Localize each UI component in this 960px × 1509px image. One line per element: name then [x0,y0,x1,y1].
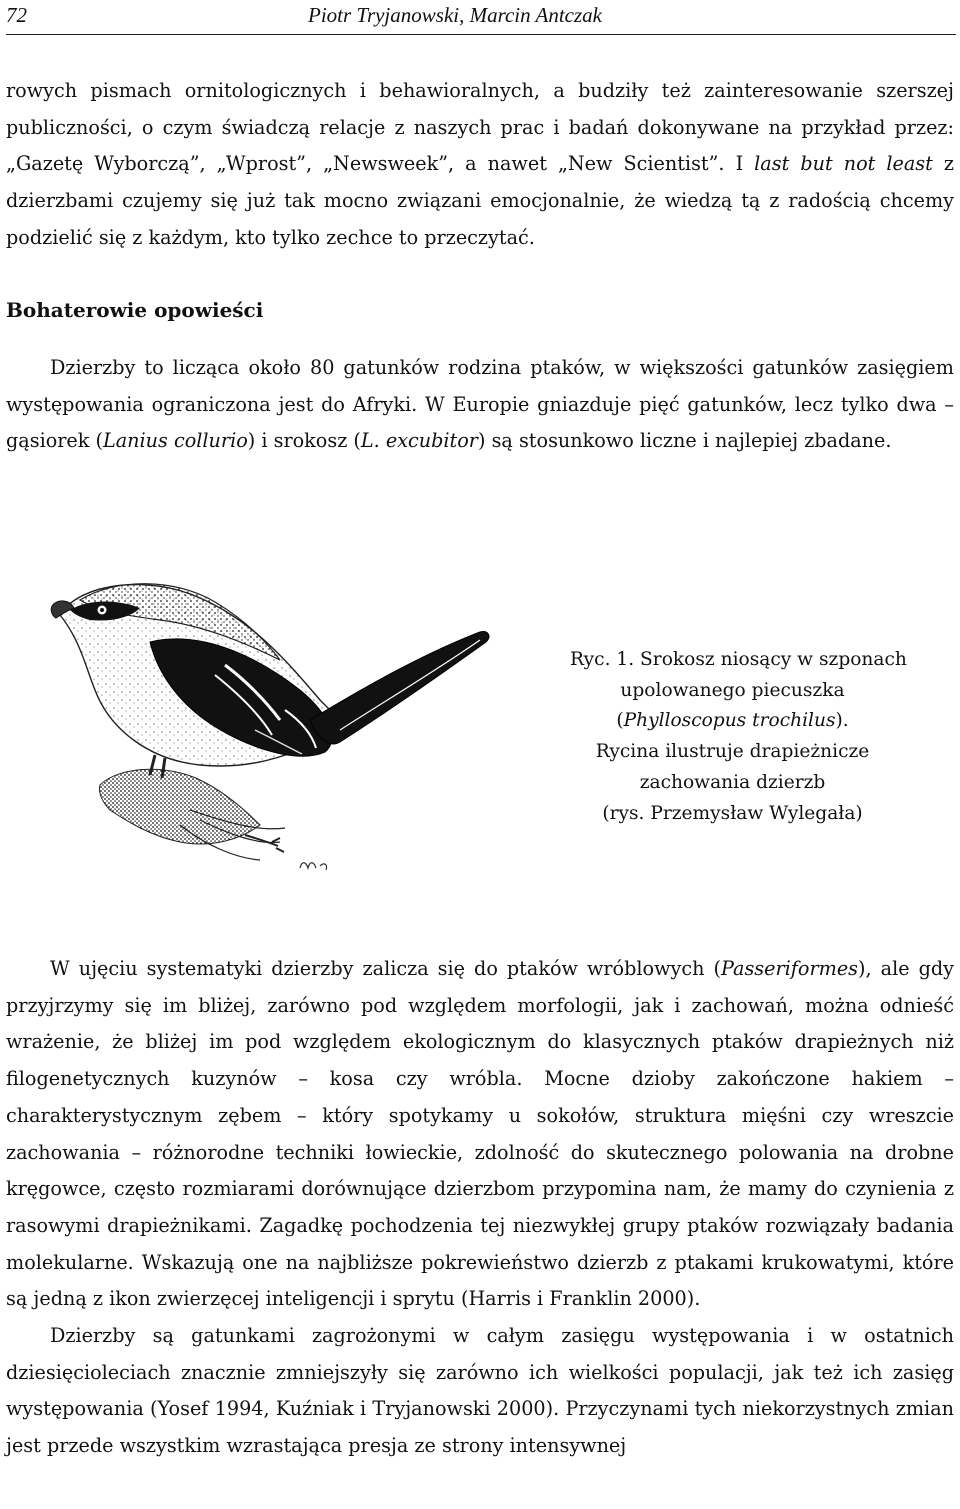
caption-paren-open: ( [616,710,624,732]
species-name-excubitor: L. excubitor [360,429,478,453]
body-paragraphs [6,951,954,1465]
shrike-illustration [40,570,500,900]
running-header-authors: Piotr Tryjanowski, Marcin Antczak [308,3,602,27]
page-number: 72 [6,3,27,27]
section-paragraph [6,350,954,460]
caption-species-name: Phylloscopus trochilus [623,710,836,732]
taxon-passeriformes: Passeriformes [720,957,859,980]
figure-caption [560,645,905,829]
body-paragraph-systematics [6,951,954,1318]
caption-line-6: (rys. Przemysław Wylegała) [602,802,863,824]
body-p2-text-1: W ujęciu systematyki dzierzby zalicza się do ptaków wróblowych ( [50,957,721,980]
intro-text-1: rowych pismach ornitologicznych i behawioralnych, a budziły też zainteresowanie szerszej publiczności, o czym świadczą relacje z naszych prac i badań dokonywane na przykład przez: „Gazetę Wyborczą”, „Wprost”, „Newsweek”, a nawet „New Scientist”. I [6,79,954,176]
caption-line-5: zachowania dzierzb [639,771,826,793]
species-name-collurio: Lanius collurio [103,429,248,453]
caption-line-2: upolowanego piecuszka [620,679,845,701]
body-p2-text-2: ), ale gdy przyjrzymy się im bliżej, zarówno pod względem morfologii, jak i zachowań, można odnieść wrażenie, że bliżej im pod względem ekologicznym do klasycznych ptaków drapieżnych niż filogenetycznych kuzynów – kosa czy wróbla. Mocne dzioby zakończone hakiem – charakterystycznym zębem – który spotykamy u sokołów, struktura mięśni czy wreszcie zachowania – różnorodne techniki łowieckie, zdolność do skutecznego polowania na drobne kręgowce, często rozmiarami dorównujące dzierzbom przypomina nam, że mamy do czynienia z rasowymi drapieżnikami. Zagadkę pochodzenia tej niezwykłej grupy ptaków rozwiązały badania molekularne. Wskazują one na najbliższe pokrewieństwo dzierzb z ptakami krukowatymi, które są jedną z ikon zwierzęcej inteligencji i sprytu (Harris i Franklin 2000). [6,957,954,1311]
section-text-1: Dzierzby to licząca około 80 gatunków rodzina ptaków, w większości gatunków zasięgiem występowania ograniczona jest do Afryki. W Europie gniazduje pięć gatunków, lecz tylko dwa – gąsiorek ( [6,356,954,453]
section-heading: Bohaterowie opowieści [6,298,264,322]
intro-text-2: z dzierzbami czujemy się już tak mocno związani emocjonalnie, że wiedzą tą z radością chcemy podzielić się z każdym, kto tylko zechce to przeczytać. [6,152,954,249]
section-text-2: ) i srokosz ( [247,429,361,453]
intro-italic-phrase: last but not least [754,152,933,176]
caption-line-1: Ryc. 1. Srokosz niosący w szponach [570,649,907,670]
body-paragraph-threats: Dzierzby są gatunkami zagrożonymi w całym zasięgu występowania i w ostatnich dziesięcioleciach znacznie zmniejszyły się zarówno ich wielkości populacji, jak też ich zasięg występowania (Yosef 1994, Kuźniak i Tryjanowski 2000). Przyczynami tych niekorzystnych zmian jest przede wszystkim wzrastająca presja ze strony intensywnej [6,1324,954,1458]
running-header [6,0,956,35]
caption-paren-close: ). [835,710,849,732]
caption-line-4: Rycina ilustruje drapieżnicze [595,741,870,763]
caption-line-3 [560,706,905,737]
section-text-3: ) są stosunkowo liczne i najlepiej zbadane. [477,429,892,453]
intro-paragraph [6,73,954,257]
